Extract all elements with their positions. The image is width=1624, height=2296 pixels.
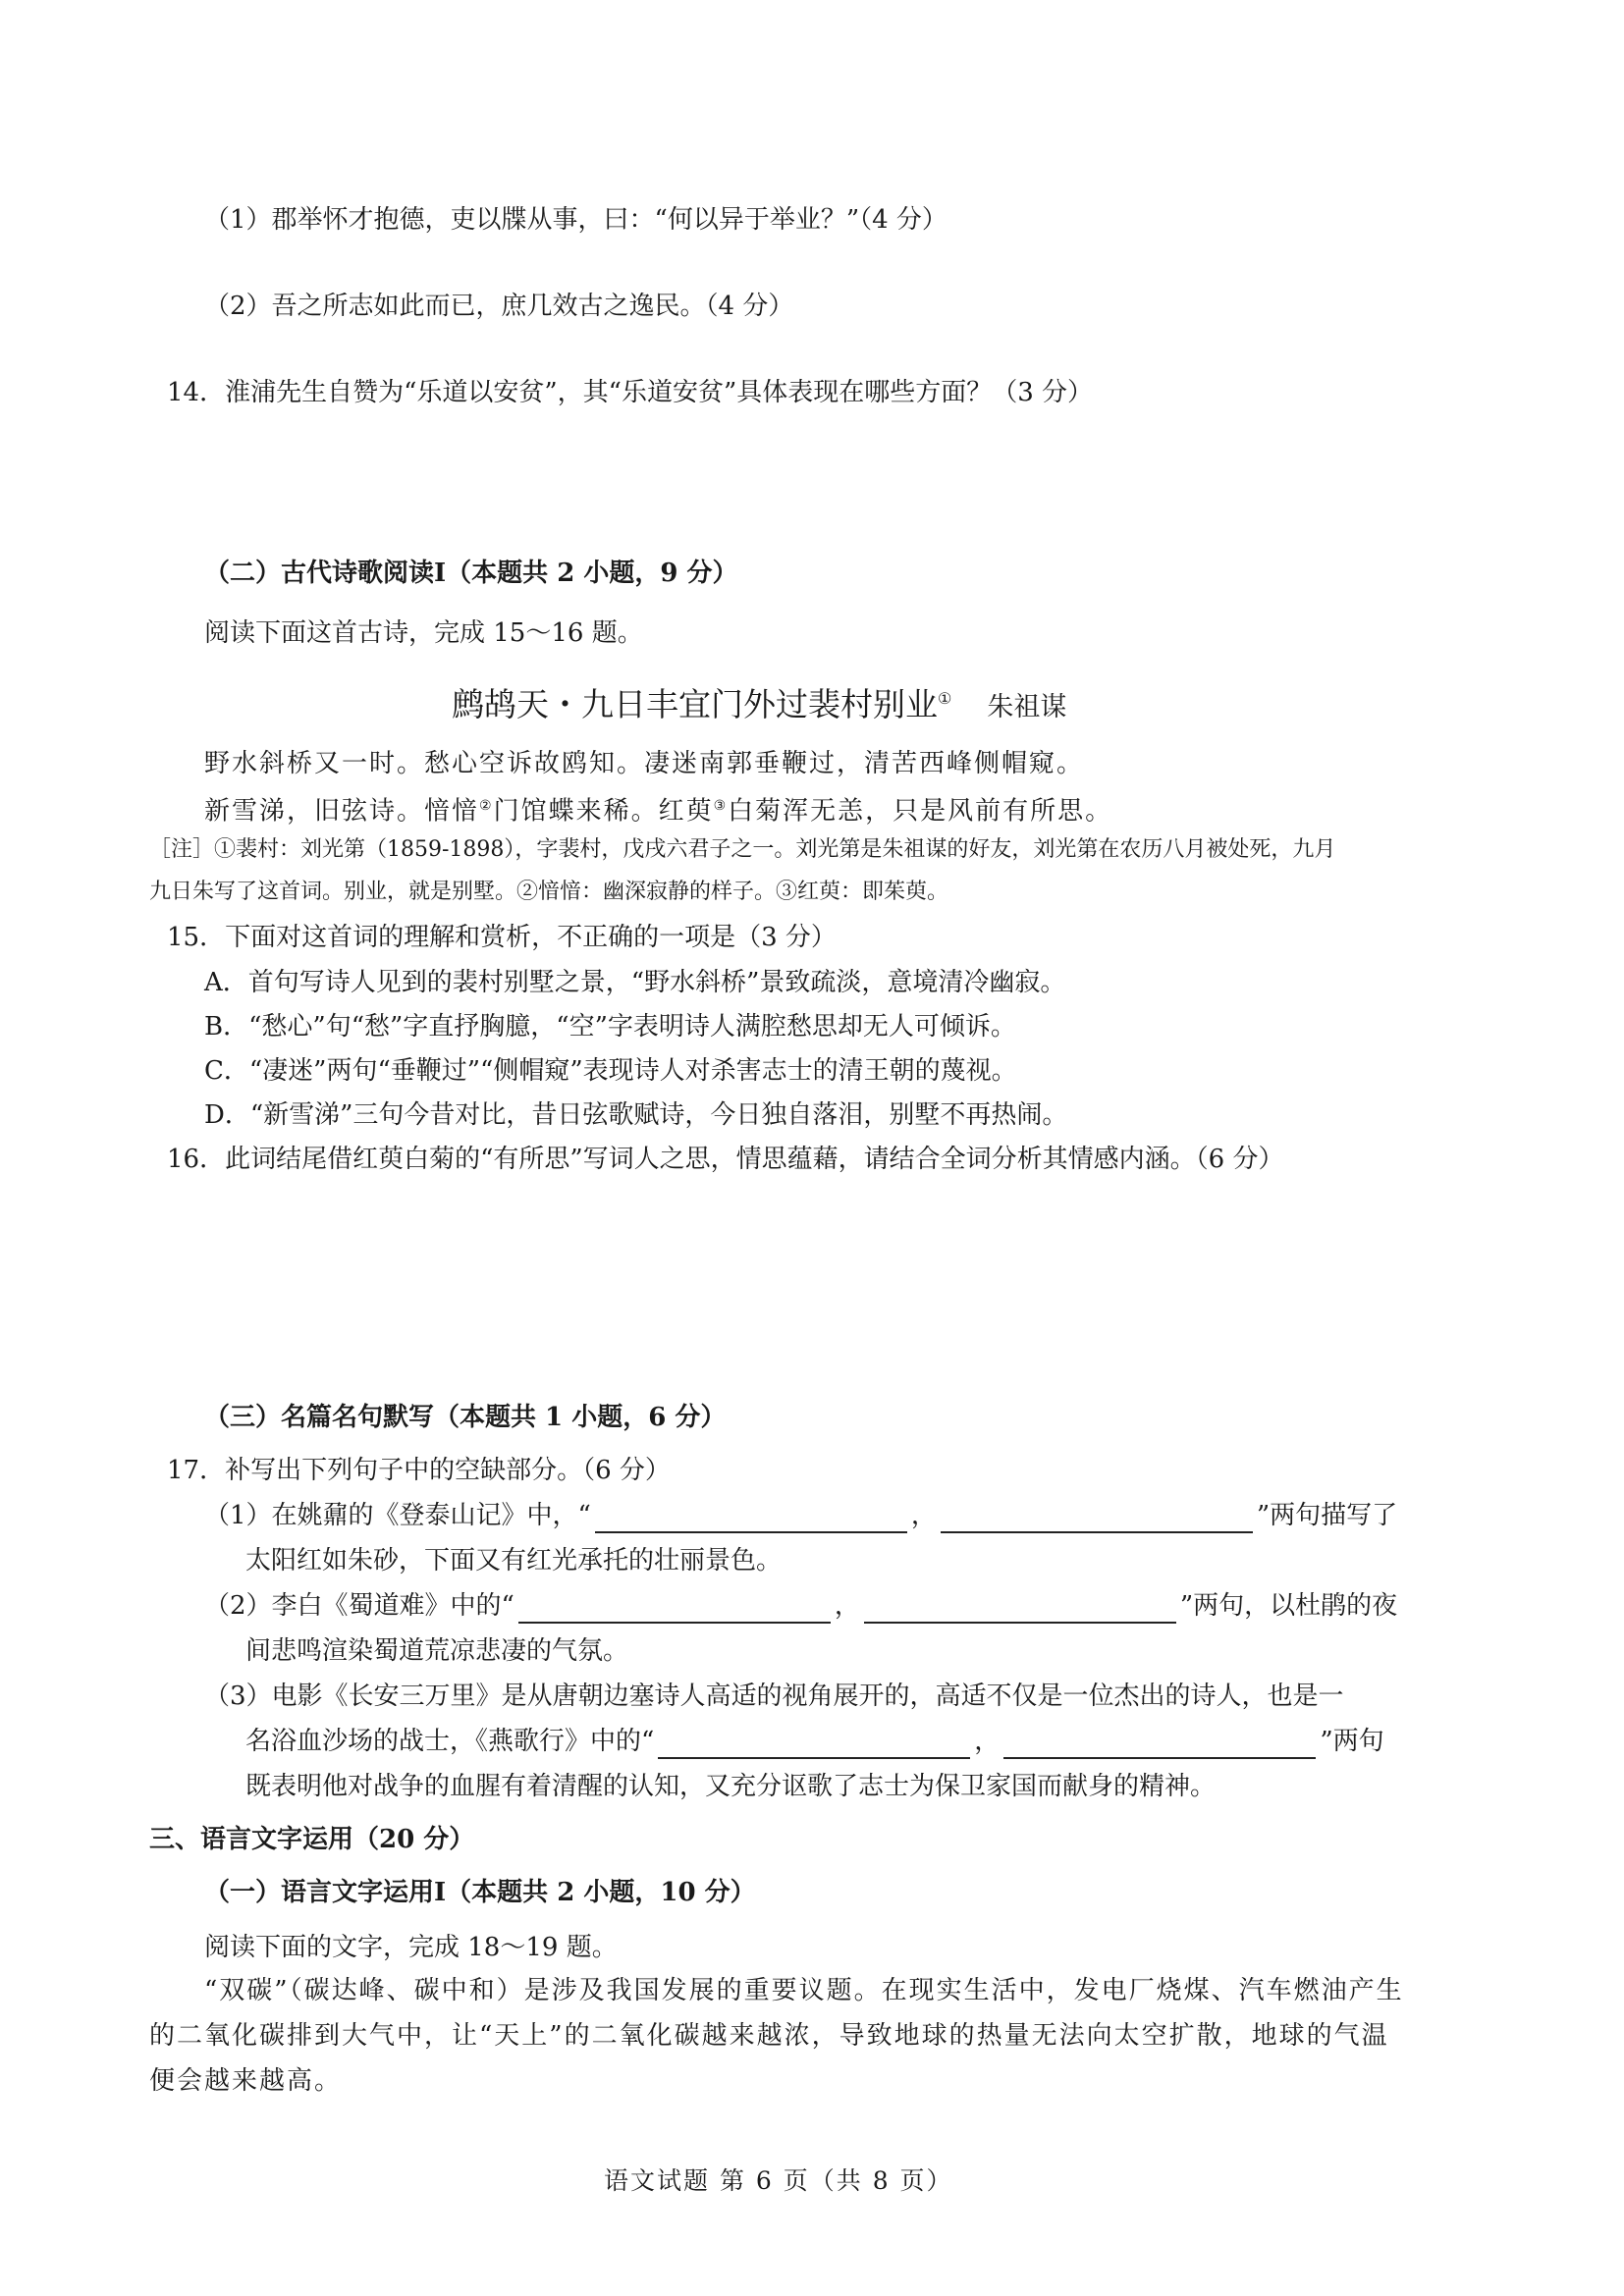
poetry-instruction: 阅读下面这首古诗，完成 15～16 题。: [204, 618, 643, 648]
poem-title: [452, 677, 1066, 729]
q13-item-1: （1）郡举怀才抱德，吏以牒从事，曰：“何以异于举业？”（4 分）: [204, 205, 947, 235]
q15-question: 15．下面对这首词的理解和赏析，不正确的一项是（3 分）: [167, 923, 837, 952]
section-heading-poetry: （二）古代诗歌阅读Ⅰ（本题共 2 小题，9 分）: [204, 559, 738, 588]
q15-option-a: A．首句写诗人见到的裴村别墅之景，“野水斜桥”景致疏淡，意境清冷幽寂。: [204, 968, 1066, 997]
passage-line-1: “双碳”（碳达峰、碳中和）是涉及我国发展的重要议题。在现实生活中，发电厂烧煤、汽车燃油产生: [204, 1976, 1404, 2005]
q17-item-2-comma: ，: [834, 1591, 860, 1621]
q16-question: 16．此词结尾借红萸白菊的“有所思”写词人之思，情思蕴藉，请结合全词分析其情感内涵。（6 分）: [167, 1145, 1284, 1174]
q17-item-2-suffix: ”两句，以杜鹃的夜: [1179, 1591, 1398, 1621]
q17-item-3-prefix: 名浴血沙场的战士，《燕歌行》中的“: [245, 1727, 655, 1756]
section-heading-language-use-1: （一）语言文字运用Ⅰ（本题共 2 小题，10 分）: [204, 1878, 756, 1907]
q17-item-3-comma: ，: [974, 1727, 1001, 1756]
section-heading-dictation: （三）名篇名句默写（本题共 1 小题，6 分）: [204, 1403, 727, 1432]
q17-question: 17．补写出下列句子中的空缺部分。（6 分）: [167, 1456, 671, 1485]
footnote-mark-2: ②: [479, 798, 494, 814]
poem-line-2-part-a: 新雪涕，旧弦诗。愔愔: [204, 796, 480, 827]
q15-option-b: B．“愁心”句“愁”字直抒胸臆，“空”字表明诗人满腔愁思却无人可倾诉。: [204, 1012, 1016, 1041]
poem-note-line-1: ［注］①裴村：刘光第（1859-1898），字裴村，戊戌六君子之一。刘光第是朱祖谋的好友，刘光第在农历八月被处死，九月: [149, 837, 1336, 862]
q13-item-2: （2）吾之所志如此而已，庶几效古之逸民。（4 分）: [204, 292, 794, 321]
poem-line-1: 野水斜桥又一时。愁心空诉故鸥知。凄迷南郭垂鞭过，清苦西峰侧帽窥。: [204, 749, 1085, 778]
answer-blank[interactable]: [1003, 1732, 1316, 1759]
poem-title-footnote-mark: ①: [938, 689, 952, 708]
q17-item-1-prefix: （1）在姚鼐的《登泰山记》中，“: [204, 1501, 591, 1530]
poem-line-2-part-b: 门馆蝶来稀。红萸: [493, 796, 714, 827]
q17-item-1-continuation: 太阳红如朱砂，下面又有红光承托的壮丽景色。: [245, 1546, 783, 1575]
q17-item-1: [204, 1498, 1397, 1533]
language-instruction: 阅读下面的文字，完成 18～19 题。: [204, 1933, 618, 1962]
poem-line-2: [204, 788, 1112, 829]
passage-line-3: 便会越来越高。: [149, 2066, 343, 2096]
poem-note-line-2: 九日朱写了这首词。别业，就是别墅。②愔愔：幽深寂静的样子。③红萸：即茱萸。: [149, 880, 949, 904]
q17-item-3-suffix: ”两句: [1320, 1727, 1384, 1756]
q17-item-2-continuation: 间悲鸣渲染蜀道荒凉悲凄的气氛。: [245, 1636, 629, 1666]
footnote-mark-3: ③: [713, 798, 729, 814]
answer-blank[interactable]: [518, 1596, 831, 1624]
poem-title-text: 鹧鸪天・九日丰宜门外过裴村别业: [452, 685, 938, 723]
answer-blank[interactable]: [941, 1506, 1253, 1533]
poem-line-2-part-c: 白菊浑无恙，只是风前有所思。: [728, 796, 1113, 827]
q15-option-c: C．“凄迷”两句“垂鞭过”“侧帽窥”表现诗人对杀害志士的清王朝的蔑视。: [204, 1056, 1017, 1086]
answer-blank[interactable]: [658, 1732, 970, 1759]
answer-blank[interactable]: [864, 1596, 1176, 1624]
q17-item-2: [204, 1588, 1397, 1624]
q17-item-3-line-1: （3）电影《长安三万里》是从唐朝边塞诗人高适的视角展开的，高适不仅是一位杰出的诗人，也是一: [204, 1682, 1344, 1711]
q17-item-2-prefix: （2）李白《蜀道难》中的“: [204, 1591, 514, 1621]
part-heading-language-use: 三、语言文字运用（20 分）: [149, 1825, 475, 1854]
poem-author: 朱祖谋: [987, 692, 1067, 722]
page-footer: 语文试题 第 6 页（共 8 页）: [604, 2166, 953, 2195]
q15-option-d: D．“新雪涕”三句今昔对比，昔日弦歌赋诗，今日独自落泪，别墅不再热闹。: [204, 1100, 1068, 1130]
answer-blank[interactable]: [595, 1506, 907, 1533]
q14-question: 14．淮浦先生自赞为“乐道以安贫”，其“乐道安贫”具体表现在哪些方面？（3 分）: [167, 378, 1094, 407]
passage-line-2: 的二氧化碳排到大气中，让“天上”的二氧化碳越来越浓，导致地球的热量无法向太空扩散，地球的气温: [149, 2021, 1389, 2051]
q17-item-3: [245, 1724, 1384, 1759]
q17-item-3-continuation: 既表明他对战争的血腥有着清醒的认知，又充分讴歌了志士为保卫家国而献身的精神。: [245, 1772, 1217, 1801]
q17-item-1-comma: ，: [910, 1501, 937, 1530]
q17-item-1-suffix: ”两句描写了: [1256, 1501, 1398, 1530]
